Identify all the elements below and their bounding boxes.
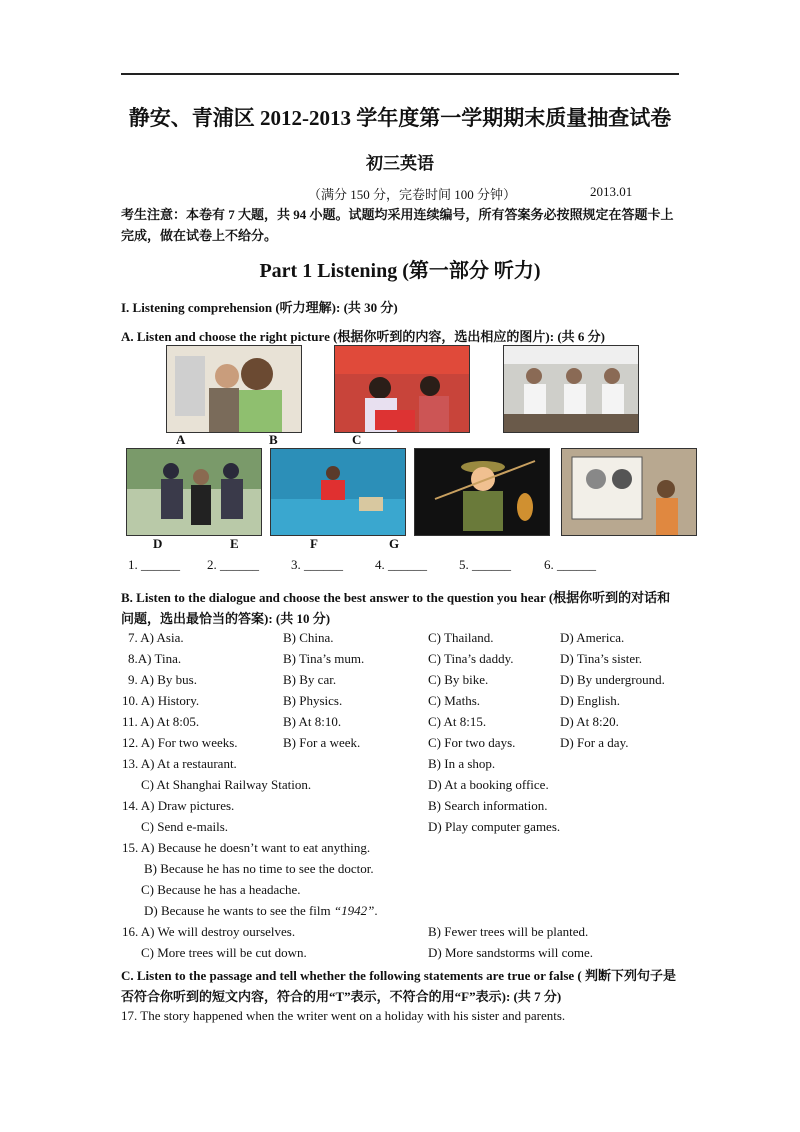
- photo-chefs-cooking-icon: [504, 346, 638, 432]
- picture-a: [166, 345, 302, 433]
- option-text: C) Maths.: [428, 693, 480, 708]
- option-text: B) Tina’s mum.: [283, 651, 365, 666]
- option-text: C) More trees will be cut down.: [141, 945, 307, 960]
- option-text: C) For two days.: [428, 735, 516, 750]
- option-text-end: .: [374, 903, 378, 918]
- film-title: “1942”: [333, 903, 375, 918]
- option-text: B) By car.: [283, 672, 337, 687]
- option-text: D) By underground.: [560, 672, 665, 687]
- answer-blank: 3. ______: [291, 557, 343, 572]
- option-text: D) English.: [560, 693, 620, 708]
- option-text: D) America.: [560, 630, 625, 645]
- option-text: C) Thailand.: [428, 630, 494, 645]
- option-text: D) Play computer games.: [428, 819, 561, 834]
- option-text: D) More sandstorms will come.: [428, 945, 594, 960]
- picture-label: A: [176, 432, 186, 447]
- option-text: C) Because he has a headache.: [141, 882, 301, 897]
- option-text: D) Tina’s sister.: [560, 651, 642, 666]
- photo-fisherman-cartoon-icon: [415, 449, 549, 535]
- option-text: 13. A) At a restaurant.: [122, 756, 237, 771]
- exam-subtitle: 初三英语: [366, 154, 434, 173]
- exam-title: 静安、青浦区 2012-2013 学年度第一学期期末质量抽查试卷: [128, 106, 672, 130]
- option-text: B) At 8:10.: [283, 714, 342, 729]
- answer-blank: 6. ______: [544, 557, 596, 572]
- option-text: 15. A) Because he doesn’t want to eat anything.: [122, 840, 371, 855]
- section-heading: I. Listening comprehension (听力理解): (共 30 分): [121, 300, 398, 315]
- photo-beach-runner-icon: [271, 449, 405, 535]
- option-text: B) For a week.: [283, 735, 361, 750]
- option-text: 8.A) Tina.: [128, 651, 182, 666]
- option-text: 12. A) For two weeks.: [122, 735, 238, 750]
- exam-info: （满分 150 分，完卷时间 100 分钟）: [308, 187, 517, 202]
- option-text: C) At 8:15.: [428, 714, 487, 729]
- answer-blank: 1. ______: [128, 557, 180, 572]
- option-text: C) Send e-mails.: [141, 819, 229, 834]
- option-text: C) Tina’s daddy.: [428, 651, 514, 666]
- picture-label: B: [269, 432, 278, 447]
- picture-label: C: [352, 432, 362, 447]
- picture-label: G: [389, 536, 400, 551]
- option-text: 9. A) By bus.: [128, 672, 197, 687]
- option-text: 7. A) Asia.: [128, 630, 184, 645]
- option-text: D) For a day.: [560, 735, 629, 750]
- option-text: B) China.: [283, 630, 334, 645]
- option-text: 11. A) At 8:05.: [122, 714, 200, 729]
- picture-label: E: [230, 536, 239, 551]
- section-b-heading: B. Listen to the dialogue and choose the best answer to the question you hear (根据你听到的对话和问题，选出最恰当的答案): (共 10 分): [121, 590, 671, 626]
- part-heading: Part 1 Listening (第一部分 听力): [259, 260, 541, 282]
- option-text: B) Fewer trees will be planted.: [428, 924, 589, 939]
- option-text: B) In a shop.: [428, 756, 496, 771]
- picture-c: [503, 345, 639, 433]
- picture-e: [270, 448, 406, 536]
- answer-blank: 5. ______: [459, 557, 511, 572]
- option-text: D) At 8:20.: [560, 714, 619, 729]
- picture-label: F: [310, 536, 318, 551]
- answer-blank: 2. ______: [207, 557, 259, 572]
- option-text: C) By bike.: [428, 672, 489, 687]
- section-a-heading: A. Listen and choose the right picture (根据你听到的内容，选出相应的图片): (共 6 分): [121, 329, 605, 344]
- picture-g: [561, 448, 697, 536]
- picture-d: [126, 448, 262, 536]
- photo-teacher-student-icon: [167, 346, 301, 432]
- exam-date: 2013.01: [590, 184, 633, 199]
- photo-child-painting-icon: [562, 449, 696, 535]
- option-text: C) At Shanghai Railway Station.: [141, 777, 312, 792]
- top-rule: [121, 73, 679, 75]
- photo-police-icon: [127, 449, 261, 535]
- picture-label: D: [153, 536, 163, 551]
- option-text: 16. A) We will destroy ourselves.: [122, 924, 296, 939]
- option-text: 14. A) Draw pictures.: [122, 798, 235, 813]
- question-17: 17. The story happened when the writer went on a holiday with his sister and parents.: [121, 1008, 566, 1023]
- picture-b: [334, 345, 470, 433]
- option-text: B) Because he has no time to see the doctor.: [144, 861, 374, 876]
- answer-blank: 4. ______: [375, 557, 427, 572]
- picture-f: [414, 448, 550, 536]
- option-text: D) At a booking office.: [428, 777, 549, 792]
- option-text: B) Physics.: [283, 693, 343, 708]
- option-text-main: D) Because he wants to see the film: [144, 903, 334, 918]
- option-text: [144, 903, 378, 919]
- option-text: B) Search information.: [428, 798, 548, 813]
- exam-notice: 考生注意：本卷有 7 大题，共 94 小题。试题均采用连续编号，所有答案务必按照规定在答题卡上完成，做在试卷上不给分。: [121, 207, 674, 243]
- section-c-heading: C. Listen to the passage and tell whether the following statements are true or false ( 判断下列句子是否符合你听到的短文内容，符合的用“T”表示，不符合的用“F”表示): (共 7 分): [121, 968, 676, 1004]
- option-text: 10. A) History.: [122, 693, 200, 708]
- photo-donation-icon: [335, 346, 469, 432]
